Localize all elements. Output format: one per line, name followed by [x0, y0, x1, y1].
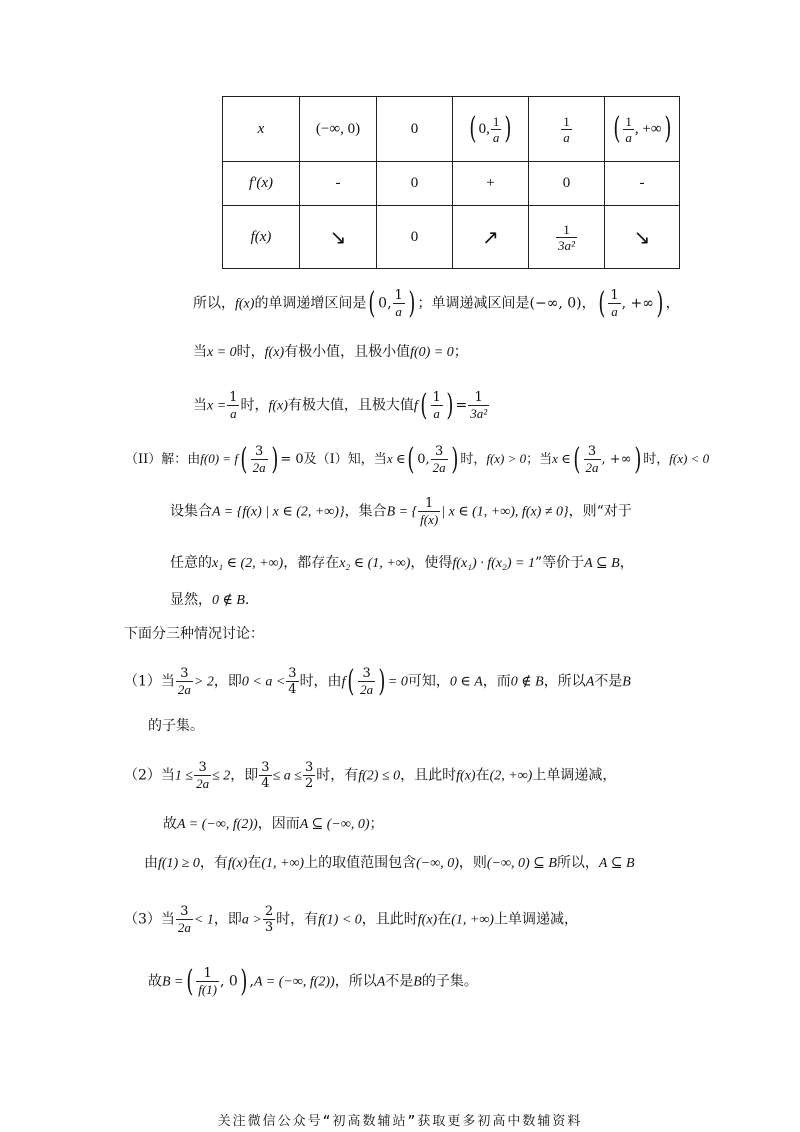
text-line: 故A = (−∞, f(2))，因而A ⊆ (−∞, 0)；	[163, 816, 384, 832]
text-line: 所以，f(x)的单调递增区间是( 0, $\frac{1}{a}$ ) ；单调递减区间是(−∞, 0)，( $\frac{1}{a}$ , +∞) ，	[193, 285, 680, 321]
table-cell: $\frac{1}{\text{3a²}}$	[529, 206, 605, 269]
table-header-f: f(x)	[223, 206, 300, 269]
table-cell: 0	[377, 97, 453, 162]
text-line: 故B =( $\frac{1}{f(1)}$ , 0) ,A = (−∞, f(2))，所以A不是B的子集。	[148, 963, 478, 999]
table-cell: (−∞, 0)	[300, 97, 377, 162]
arrow-down-right-icon: ↘	[329, 225, 347, 249]
table-cell: 0	[529, 162, 605, 206]
table-row-x	[223, 97, 680, 162]
table-row-function	[223, 206, 680, 269]
table-cell: 0	[377, 206, 453, 269]
table-cell: -	[300, 162, 377, 206]
table-header-x: x	[223, 97, 300, 162]
table-header-fprime: f′(x)	[223, 162, 300, 206]
text-line: （1）当 $\frac{3}{2a}$ > 2，即0 < a < $\frac{3}{4}$ 时，由f( $\frac{3}{2a}$ ) = 0可知，0 ∈ A，而0 ∉ B，所以A不是B	[124, 663, 631, 699]
monotonicity-table	[222, 96, 680, 269]
section-heading: 下面分三种情况讨论：	[124, 626, 264, 642]
table-cell: $\frac{1}{a}$	[529, 97, 605, 162]
arrow-down-right-icon: ↘	[633, 225, 651, 249]
footer-note: 关注微信公众号“初高数辅站”获取更多初高中数辅资料	[217, 1114, 583, 1129]
table-cell	[300, 206, 377, 269]
text-line: 显然，0 ∉ B.	[170, 592, 250, 608]
text-line: 的子集。	[148, 718, 204, 734]
text-line: 任意的x₁ ∈ (2, +∞)，都存在x₂ ∈ (1, +∞)，使得f(x₁) · f(x₂) = 1”等价于A ⊆ B，	[170, 555, 634, 571]
text-line: 设集合A = {f(x) | x ∈ (2, +∞)}，集合B = { $\frac{1}{f(x)}$ | x ∈ (1, +∞), f(x) ≠ 0}，则“对于	[170, 496, 632, 527]
text-line: 当x = 0时，f(x)有极小值，且极小值f(0) = 0；	[193, 344, 468, 360]
text-line: （2）当1 ≤ $\frac{3}{2a}$ ≤ 2，即 $\frac{3}{4}$ ≤ a ≤ $\frac{3}{2}$ 时，有f(2) ≤ 0，且此时f(x)在(2, +∞)上单调递减，	[124, 760, 617, 791]
table-cell: ( $\frac{1}{a}$ , +∞)	[605, 97, 680, 162]
text-line: （3）当 $\frac{3}{2a}$ < 1，即a > $\frac{2}{3}$ 时，有f(1) < 0，且此时f(x)在(1, +∞)上单调递减，	[124, 904, 578, 935]
table-row-derivative	[223, 162, 680, 206]
table-cell: 0	[377, 162, 453, 206]
arrow-up-right-icon: ↗	[482, 225, 499, 249]
table-cell	[605, 206, 680, 269]
table-cell: +	[453, 162, 529, 206]
text-line: （II）解：由f(0) = f( $\frac{3}{2a}$ ) = 0及（I）知，当x ∈( 0, $\frac{3}{2a}$ ) 时，f(x) > 0；当x ∈( $\frac{3}{2a}$ , +∞) 时，f(x) < 0	[125, 441, 710, 477]
text-line: 由f(1) ≥ 0，有f(x)在(1, +∞)上的取值范围包含(−∞, 0)，则(−∞, 0) ⊆ B所以，A ⊆ B	[144, 855, 635, 871]
table-cell: -	[605, 162, 680, 206]
table-cell	[453, 206, 529, 269]
text-line: 当x = $\frac{1}{a}$ 时，f(x)有极大值，且极大值f( $\frac{1}{a}$ ) = $\frac{1}{\text{3a²}}$	[193, 387, 488, 423]
table-cell: ( 0, $\frac{1}{a}$ )	[453, 97, 529, 162]
